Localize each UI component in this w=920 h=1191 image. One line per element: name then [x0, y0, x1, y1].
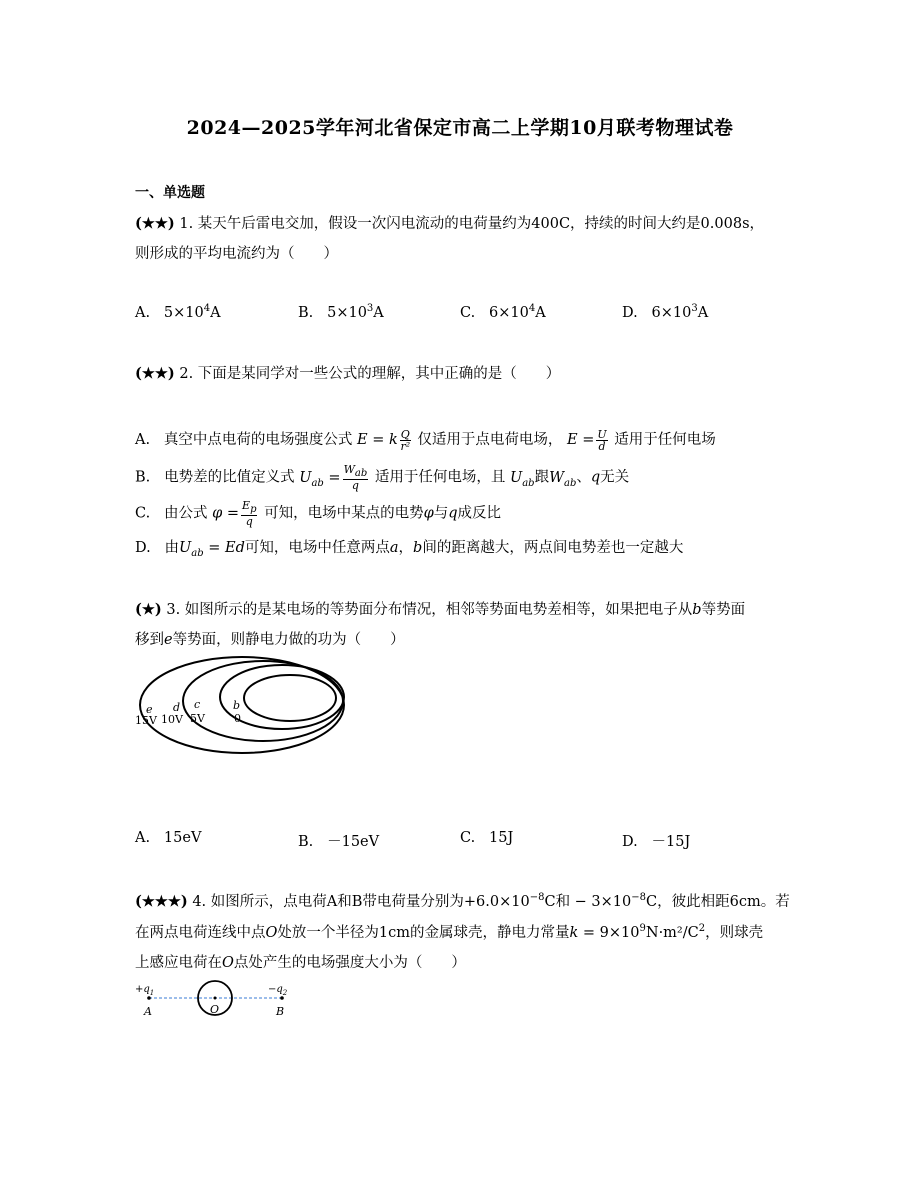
point-o [214, 997, 217, 1000]
q2-option-d[interactable]: D. 由$U_{ab} = Ed$可知，电场中任意两点a，b间的距离越大，两点间电势差也一定越大 [135, 540, 684, 559]
q2-option-b[interactable]: B. 电势差的比值定义式 $U_{ab}$ = $\frac{W_{ab}}{q}$ 适用于任何电场，且 $U_{ab}$跟$W_{ab}$、q无关 [135, 463, 630, 493]
potential-d: 10V [161, 713, 183, 726]
point-b [280, 996, 284, 1000]
label-c: c [194, 698, 201, 711]
right-charge-label: $-q_2$ [268, 984, 288, 997]
q3-line2: 移到e等势面，则静电力做的功为（ ） [135, 632, 405, 648]
label-b: B [276, 1005, 285, 1018]
q1-stem: 1. 某天午后雷电交加，假设一次闪电流动的电荷量约为400C，持续的时间大约是0.008s， [179, 216, 765, 232]
q4-line3: 上感应电荷在O点处产生的电场强度大小为（ ） [135, 955, 466, 971]
label-o: O [210, 1003, 220, 1016]
left-charge-label: $+q_1$ [135, 984, 155, 997]
q1-line1 [135, 212, 764, 233]
q1-option-a[interactable]: A. $5\times 10^4A$ [135, 303, 221, 321]
section-heading: 一、单选题 [135, 185, 205, 201]
label-a: A [144, 1005, 152, 1018]
q1-option-c[interactable]: C. $6\times 10^4A$ [460, 303, 546, 321]
q3-option-c[interactable]: C. 15J [460, 830, 514, 846]
label-b: b [233, 699, 241, 712]
q3-option-a[interactable]: A. 15eV [135, 830, 202, 846]
potential-b: 0 [234, 712, 241, 725]
equipotential-figure [130, 655, 360, 765]
surface-b [244, 675, 336, 721]
q2-stem: (★★) 2. 下面是某同学对一些公式的理解，其中正确的是（ ） [135, 365, 561, 382]
q3-option-b[interactable]: B. －15eV [298, 834, 380, 850]
q3-option-d[interactable]: D. －15J [622, 834, 691, 850]
label-e: e [146, 703, 153, 716]
charge-figure [132, 980, 302, 1022]
q1-option-d[interactable]: D. $6\times 10^3A$ [622, 303, 709, 321]
q1-stars: (★★) [135, 215, 175, 232]
surface-d [183, 661, 343, 741]
q2-option-c[interactable]: C. 由公式 φ = $\frac{E_p}{q}$ 可知，电场中某点的电势φ与q成反比 [135, 499, 502, 529]
label-d: d [173, 701, 181, 714]
q2-option-a[interactable]: A. 真空中点电荷的电场强度公式 E = k $\frac{Q}{\text{r²}}$ 仅适用于点电荷电场， E = $\frac{U}{d}$ 适用于任何电场 [135, 427, 716, 453]
q4-line2: 在两点电荷连线中点O处放一个半径为1cm的金属球壳，静电力常量$k = 9\times 10^9N\cdot m^2/C^2$，则球壳 [135, 923, 764, 941]
q3-line1: (★) 3. 如图所示的是某电场的等势面分布情况，相邻等势面电势差相等，如果把电子从b等势面 [135, 601, 746, 618]
point-a [147, 996, 151, 1000]
page-title: 2024—2025学年河北省保定市高二上学期10月联考物理试卷 [186, 117, 734, 139]
surface-e [140, 657, 344, 753]
q1-line2: 则形成的平均电流约为（ ） [135, 246, 338, 262]
q1-option-b[interactable]: B. $5\times 10^3A$ [298, 303, 384, 321]
potential-c: 5V [190, 712, 205, 725]
q4-line1: (★★★) 4. 如图所示，点电荷A和B带电荷量分别为$+6.0\times 10^{-8}C$和 − $3\times 10^{-8}C$，彼此相距6cm。若 [135, 892, 790, 910]
potential-e: 15V [135, 714, 157, 727]
